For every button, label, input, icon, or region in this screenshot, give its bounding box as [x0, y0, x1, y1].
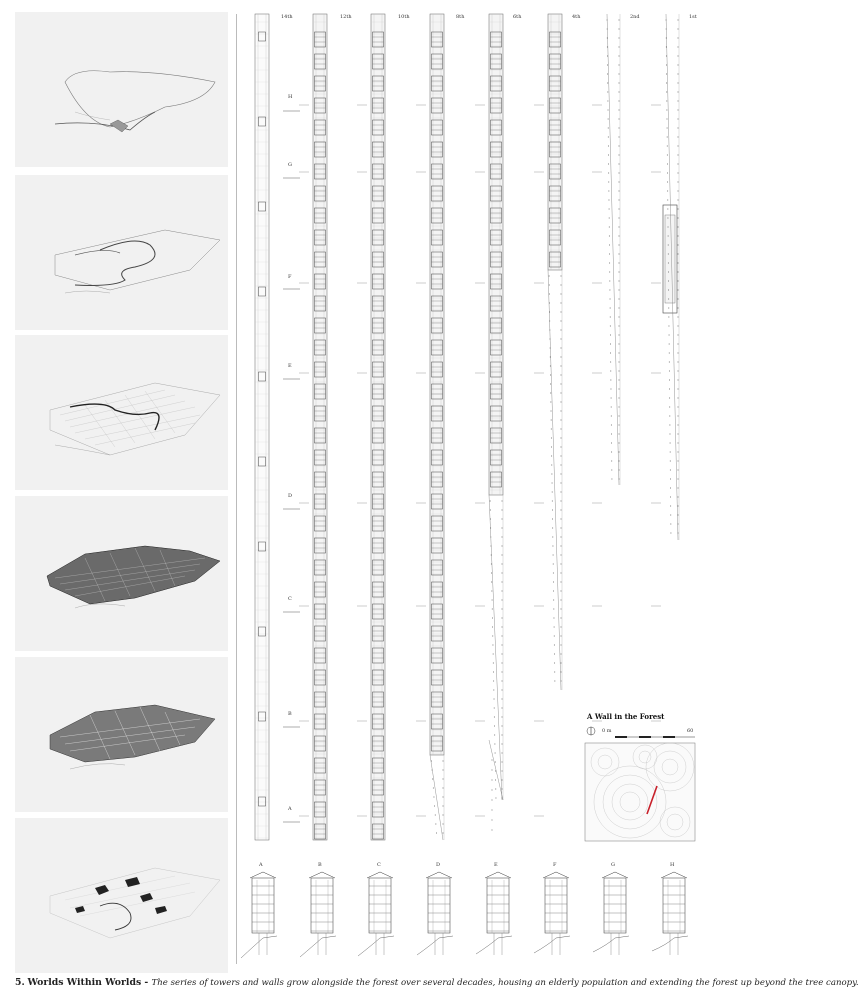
- tower-plan-7: [607, 14, 677, 485]
- map-frame: [585, 743, 695, 841]
- grid-label-g: G: [288, 162, 292, 168]
- tower-plan-2: [313, 14, 327, 840]
- floor-label-10th: 10th: [398, 14, 410, 20]
- scale-bar: [615, 736, 695, 738]
- floor-label-14th: 14th: [281, 14, 293, 20]
- grid-label-e: E: [288, 363, 292, 369]
- floor-label-12th: 12th: [340, 14, 352, 20]
- section-7: [593, 872, 629, 955]
- floor-label-8th: 8th: [456, 14, 465, 20]
- section-label-h: H: [670, 862, 675, 868]
- section-6: [534, 872, 570, 955]
- grid-label-c: C: [288, 596, 292, 602]
- scale-start-label: 0 m: [602, 728, 612, 734]
- caption-text: The series of towers and walls grow alongside the forest over several decades, housing an elderly population and extending the forest up beyond the tree canopy.: [151, 978, 859, 988]
- tower-plan-5: [489, 14, 503, 830]
- grid-label-a: A: [288, 806, 292, 812]
- section-label-g: G: [611, 862, 615, 868]
- caption-separator: -: [141, 977, 152, 988]
- section-label-e: E: [494, 862, 498, 868]
- section-label-b: B: [318, 862, 322, 868]
- tower-plan-3: [371, 14, 385, 840]
- grid-label-b: B: [288, 711, 292, 717]
- section-label-d: D: [436, 862, 441, 868]
- section-3: [358, 872, 394, 956]
- tower-plan-1: [255, 14, 269, 840]
- section-5: [476, 872, 512, 955]
- grid-label-h: H: [288, 94, 293, 100]
- section-label-a: A: [259, 862, 263, 868]
- scale-end-label: 60: [687, 728, 694, 734]
- section-label-f: F: [553, 862, 557, 868]
- section-1: [241, 872, 277, 958]
- wall-map: [585, 722, 700, 842]
- section-2: [300, 872, 336, 957]
- floor-label-4th: 4th: [572, 14, 581, 20]
- section-4: [417, 872, 453, 955]
- tower-plan-6: [548, 14, 562, 690]
- wall-map-title: A Wall in the Forest: [587, 712, 665, 721]
- grid-label-d: D: [288, 493, 293, 499]
- caption: [15, 977, 859, 988]
- caption-number: 5.: [15, 977, 25, 988]
- north-arrow: [587, 727, 595, 735]
- floor-label-2nd: 2nd: [630, 14, 640, 20]
- section-8: [652, 872, 688, 955]
- floor-label-1st: 1st: [689, 14, 697, 20]
- floor-label-6th: 6th: [513, 14, 522, 20]
- grid-label-f: F: [288, 274, 292, 280]
- caption-title: Worlds Within Worlds: [27, 977, 142, 988]
- section-label-c: C: [377, 862, 381, 868]
- tower-plan-4: [430, 14, 444, 840]
